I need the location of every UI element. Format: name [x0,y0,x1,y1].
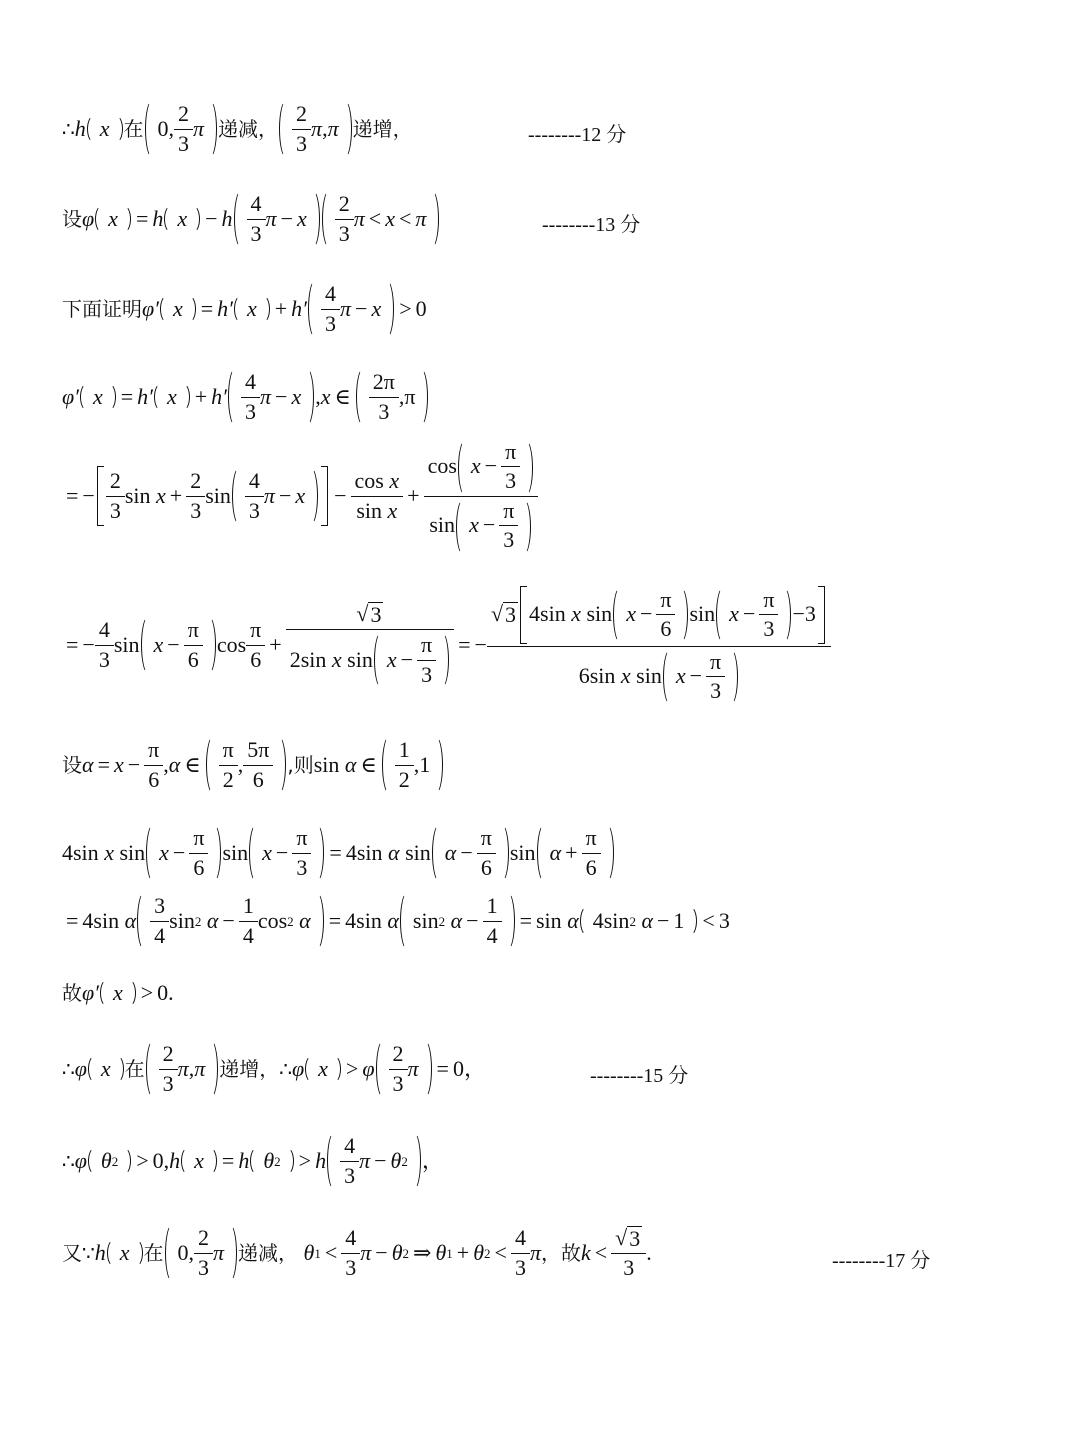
line-4: φ′ x = h′ x + h′ $\frac{4}{3}$ π − x , x ∈ $\frac{2\pi}{3}$ ,π [62,368,429,426]
text-decreasing-2: 递减， [238,1241,299,1265]
therefore-symbol-4: ∴ [62,1149,75,1173]
line-9: = 4sin α $\frac{3}{4}$ sin 2 α − $\frac{1}{4}$ cos 2 α = 4sin α sin 2 α − $\frac{1}{4}$ = sin α 4sin 2 α − 1 < 3 [62,892,730,950]
score-15: --------15 分 [590,1065,689,1087]
text-zai-3: 在 [143,1241,164,1265]
line-8: 4sin x sin x − $\frac{\pi}{6}$ sin x − $\frac{\pi}{3}$ = 4sin α sin α − $\frac{\pi}{6}$ sin α + $\frac{\pi}{6}$ [62,824,615,882]
score-13: --------13 分 [542,214,641,236]
text-she: 设 [62,207,82,231]
line-2: 设 φ x = h x − h $\frac{4}{3}$ π − x $\frac{2}{3}$ π < x < π [62,190,440,248]
line-3: 下面证明 φ′ x = h′ x + h′ $\frac{4}{3}$ π − x > 0 [62,280,427,338]
line-13: 又∵ h x 在 0, $\frac{2}{3}$ π 递减， θ 1 < $\frac{4}{3}$ π − θ 2 ⇒ θ 1 + θ 2 < $\frac{4}{3}$ π ，故 k < √ 3 3 . [62,1224,652,1280]
score-17: --------17 分 [832,1250,931,1272]
text-gu: 故 [62,981,82,1005]
line-5: = − $\frac{2}{3}$ sin x + $\frac{2}{3}$ sin $\frac{4}{3}$ π − x − $\frac{\text{cos x}}{\text{sin x}}$ + cos x − $\frac{\pi}{3}$ sin x − $\frac{\pi}{3}$ [62,436,538,556]
therefore-symbol: ∴ [62,117,75,141]
therefore-symbol-3: ∴ [279,1057,292,1081]
text-increasing-2: 递增， [219,1057,280,1081]
text-zai-2: 在 [124,1057,145,1081]
text-decreasing: 递减， [218,117,279,141]
text-then: ,则 [287,753,314,777]
text-gu-2: ，故 [540,1241,581,1265]
therefore-symbol-2: ∴ [62,1057,75,1081]
line-12: ∴ φ θ 2 > 0, h x = h θ 2 > h $\frac{4}{3}$ π − θ 2 ， [62,1132,444,1190]
score-12: --------12 分 [528,124,627,146]
line-6: = − $\frac{4}{3}$ sin x − $\frac{\pi}{6}$ cos $\frac{\pi}{6}$ + √ 3 2sin x sin x − $\frac{\pi}{3}$ = − √ 3 4sin x sin x − $\frac{\pi}{6}$ sin x − $\frac{\pi}{3}$ −3 6sin x sin x − $\frac{\pi}{3}$ [62,582,831,708]
text-zai: 在 [123,117,144,141]
text-again-because: 又∵ [62,1241,95,1265]
line-1: ∴ h x 在 0, $\frac{2}{3}$ π 递减， $\frac{2}{3}$ π , π 递增， [62,100,413,158]
line-11: ∴ φ x 在 $\frac{2}{3}$ π , π 递增， ∴ φ x > φ $\frac{2}{3}$ π = 0， [62,1040,486,1098]
text-increasing: 递增， [352,117,413,141]
text-prove: 下面证明 [62,297,142,321]
line-10: 故 φ′ x > 0. [62,980,174,1005]
line-7: 设 α = x − $\frac{\pi}{6}$ , α ∈ $\frac{\pi}{2}$ , $\frac{5\pi}{6}$ ,则 sin α ∈ $\frac{1}{2}$ ,1 [62,736,444,794]
text-she-2: 设 [62,753,82,777]
